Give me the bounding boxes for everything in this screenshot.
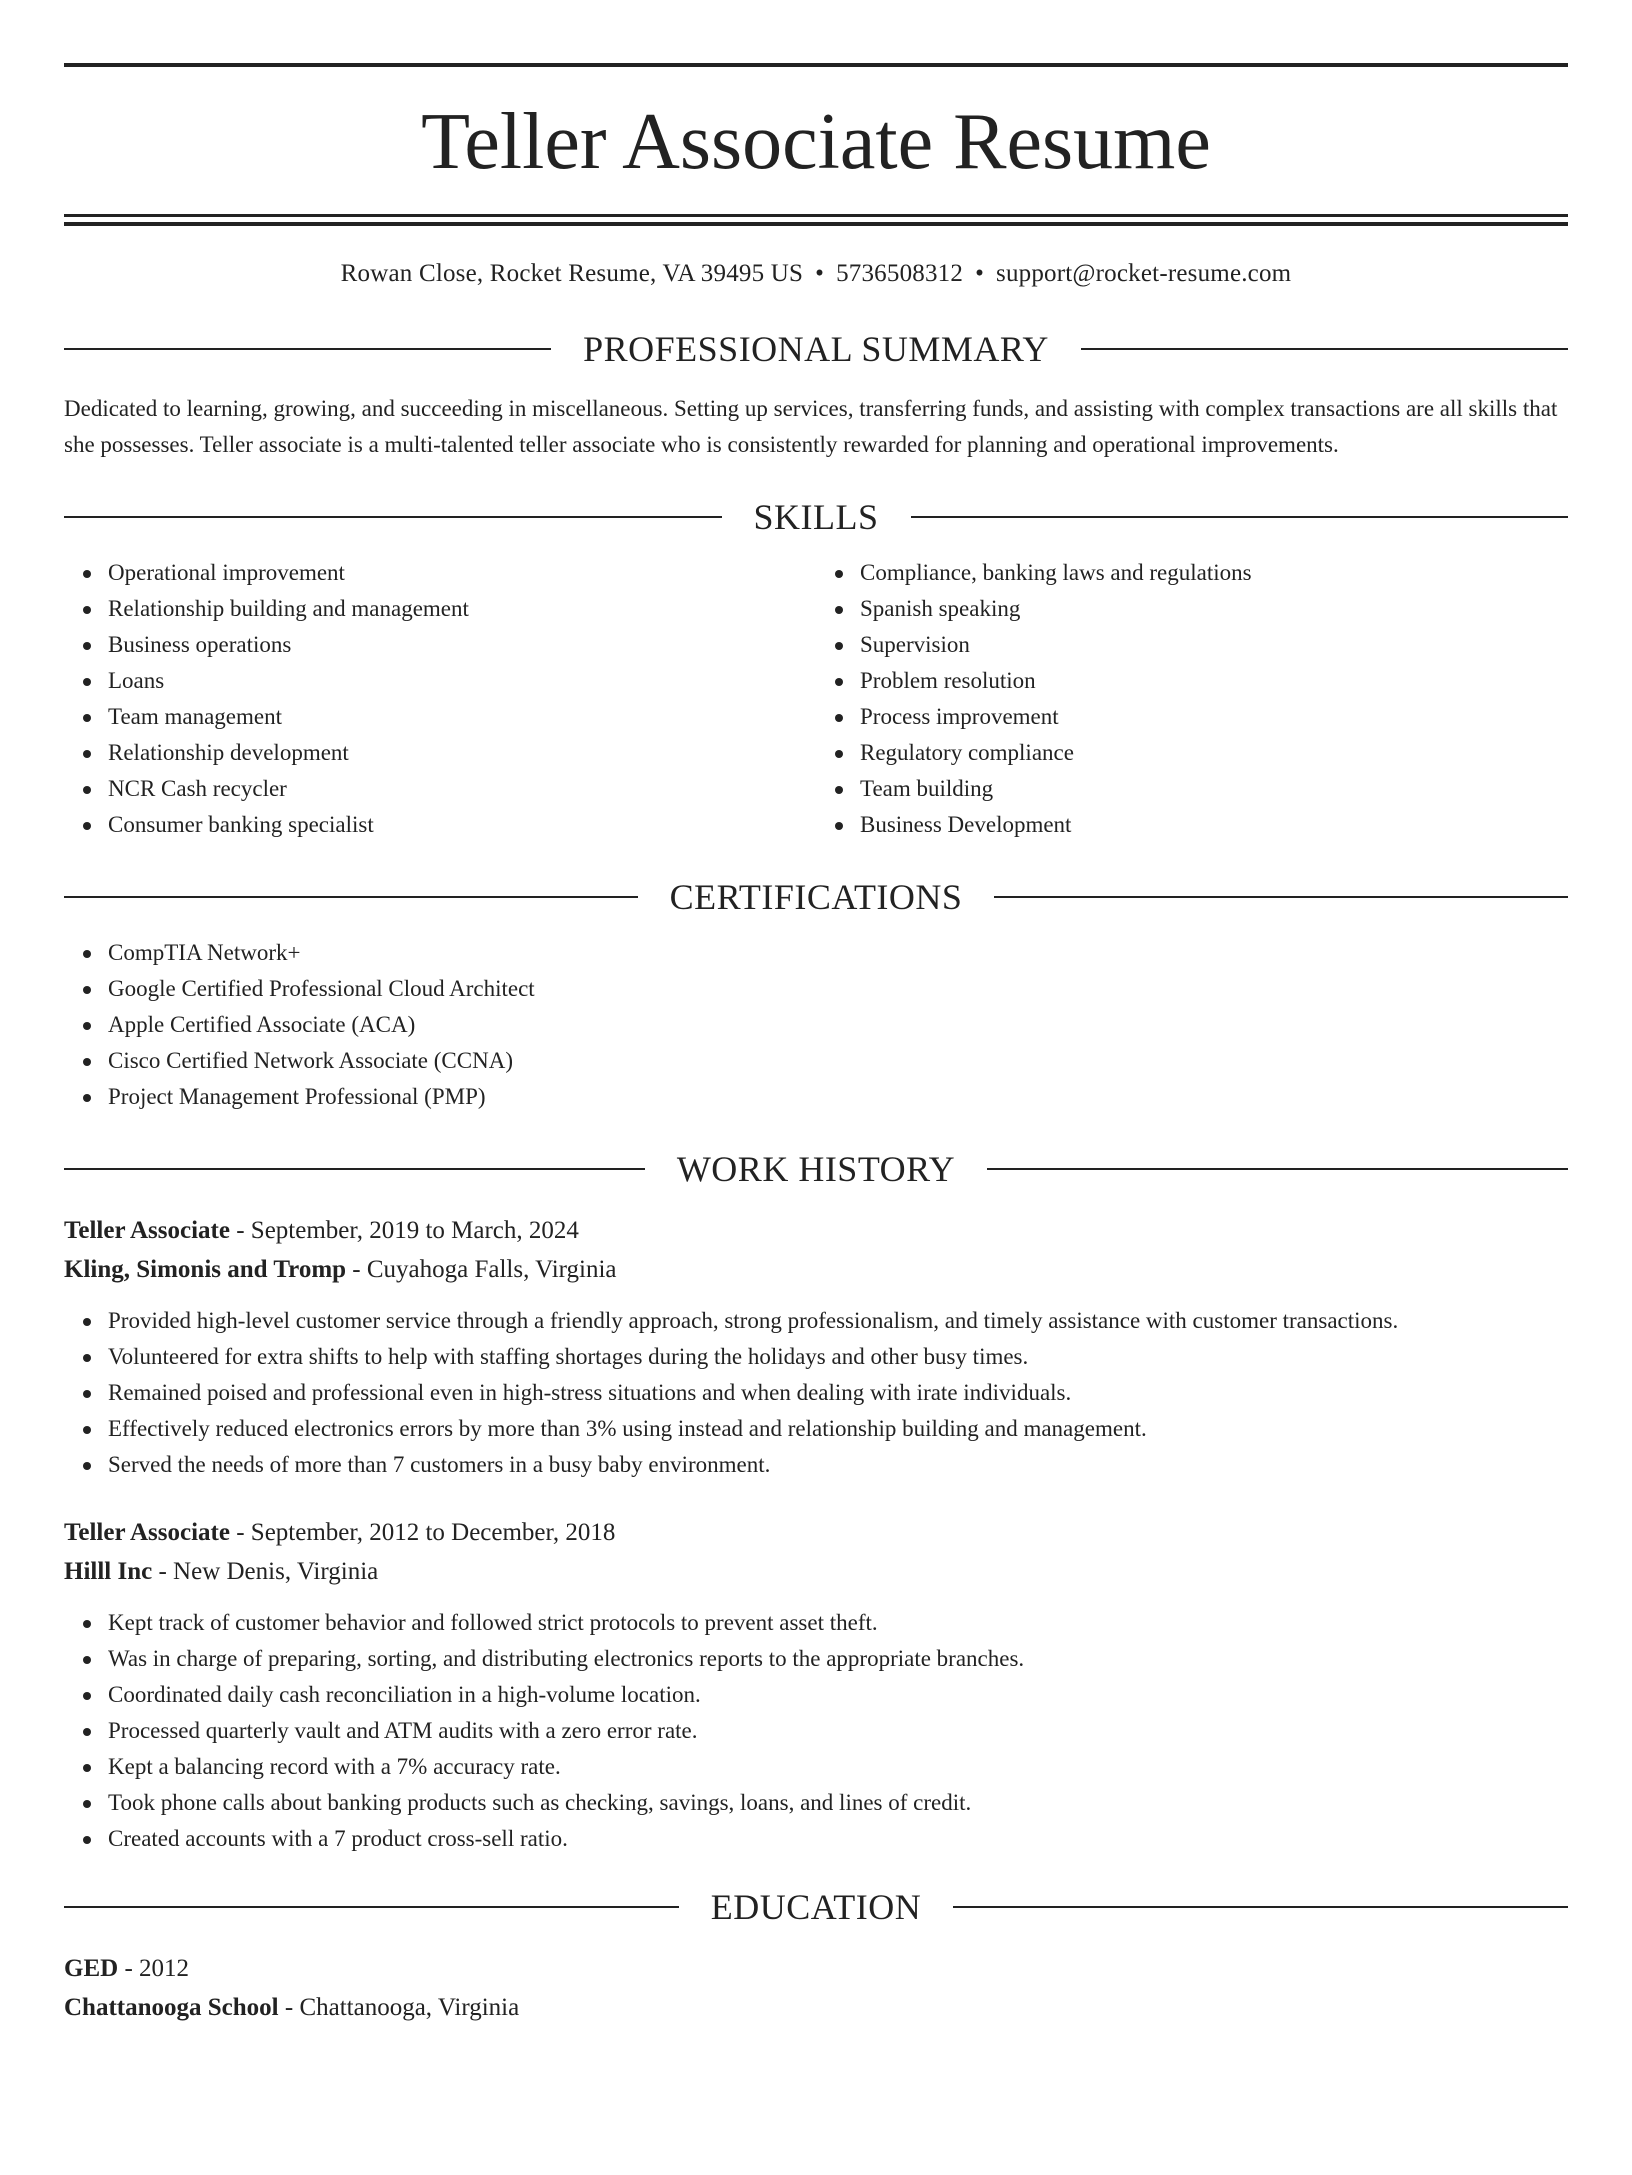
heading-rule-right [911,516,1569,518]
job-location: - Cuyahoga Falls, Virginia [346,1256,617,1283]
education-degree-line [64,1949,1568,1988]
education-degree: GED [64,1955,119,1982]
skill-item: Relationship development [108,735,816,771]
skills-heading [64,499,1568,535]
skill-item: Relationship building and management [108,591,816,627]
skill-item: Regulatory compliance [860,735,1568,771]
job-location: - New Denis, Virginia [152,1558,379,1585]
job-bullet: Was in charge of preparing, sorting, and distributing electronics reports to the appropriate branches. [108,1641,1568,1677]
job-entry [64,1513,1568,1857]
work-heading-label: WORK HISTORY [676,1149,956,1189]
certifications-heading [64,879,1568,915]
work-heading [64,1151,1568,1187]
skill-item: Business Development [860,807,1568,843]
contact-separator: • [975,260,985,287]
skill-item: Business operations [108,627,816,663]
heading-rule-right [953,1906,1568,1908]
certification-item: Apple Certified Associate (ACA) [108,1007,1568,1043]
job-entry [64,1211,1568,1483]
summary-heading-label: PROFESSIONAL SUMMARY [583,329,1049,369]
heading-rule-right [1081,348,1568,350]
summary-text: Dedicated to learning, growing, and succeeding in miscellaneous. Setting up services, transferring funds, and assisting with complex transactions are all skills that she possesses. Teller associate is a multi-talented teller associate who is consistently rewarded for planning and operational improvements. [64,396,1558,457]
title-double-rule [64,214,1568,226]
heading-rule-left [64,1168,645,1170]
education-school: Chattanooga School [64,1994,279,2021]
certifications-list [64,935,1568,1115]
skill-item: Spanish speaking [860,591,1568,627]
heading-rule-left [64,1906,679,1908]
job-company: Hilll Inc [64,1558,153,1585]
certification-item: Cisco Certified Network Associate (CCNA) [108,1043,1568,1079]
certification-item: Google Certified Professional Cloud Architect [108,971,1568,1007]
contact-separator: • [815,260,825,287]
resume-page [0,63,1632,2175]
job-bullet: Kept track of customer behavior and followed strict protocols to prevent asset theft. [108,1605,1568,1641]
education-entry [64,1949,1568,2027]
skill-item: Team building [860,771,1568,807]
skill-item: Team management [108,699,816,735]
skill-item: Compliance, banking laws and regulations [860,555,1568,591]
education-school-line [64,1988,1568,2027]
education-heading-label: EDUCATION [710,1887,922,1927]
contact-email: support@rocket-resume.com [996,260,1292,287]
skill-item: Consumer banking specialist [108,807,816,843]
job-bullet: Processed quarterly vault and ATM audits with a zero error rate. [108,1713,1568,1749]
certifications-heading-label: CERTIFICATIONS [669,877,963,917]
education-year: - 2012 [118,1955,190,1982]
job-role: Teller Associate [64,1217,230,1244]
job-dates: - September, 2019 to March, 2024 [229,1217,579,1244]
job-bullet: Served the needs of more than 7 customers in a busy baby environment. [108,1447,1568,1483]
education-heading [64,1889,1568,1925]
skills-list-left [64,555,816,843]
summary-heading [64,331,1568,367]
job-role: Teller Associate [64,1519,230,1546]
job-bullet: Coordinated daily cash reconciliation in a high-volume location. [108,1677,1568,1713]
education-location: - Chattanooga, Virginia [278,1994,520,2021]
skill-item: Supervision [860,627,1568,663]
skills-heading-label: SKILLS [753,497,879,537]
skills-grid [64,555,1568,843]
job-bullets [64,1605,1568,1857]
job-bullet: Provided high-level customer service through a friendly approach, strong professionalism, and timely assistance with customer transactions. [108,1303,1568,1339]
skill-item: NCR Cash recycler [108,771,816,807]
job-title-line [64,1513,1568,1552]
job-dates: - September, 2012 to December, 2018 [229,1519,616,1546]
resume-title: Teller Associate Resume [421,98,1211,186]
skill-item: Loans [108,663,816,699]
job-company-line [64,1552,1568,1591]
job-bullet: Remained poised and professional even in high-stress situations and when dealing with irate individuals. [108,1375,1568,1411]
contact-address: Rowan Close, Rocket Resume, VA 39495 US [340,260,804,287]
job-company-line [64,1250,1568,1289]
top-rule [64,63,1568,67]
job-bullet: Effectively reduced electronics errors by more than 3% using instead and relationship building and management. [108,1411,1568,1447]
heading-rule-left [64,896,638,898]
heading-rule-left [64,348,551,350]
job-title-line [64,1211,1568,1250]
job-bullet: Volunteered for extra shifts to help with staffing shortages during the holidays and other busy times. [108,1339,1568,1375]
heading-rule-left [64,516,722,518]
skills-list-right [816,555,1568,843]
job-bullet: Created accounts with a 7 product cross-sell ratio. [108,1821,1568,1857]
contact-phone: 5736508312 [836,260,964,287]
job-company: Kling, Simonis and Tromp [64,1256,347,1283]
job-bullet: Took phone calls about banking products such as checking, savings, loans, and lines of credit. [108,1785,1568,1821]
job-bullet: Kept a balancing record with a 7% accuracy rate. [108,1749,1568,1785]
certification-item: CompTIA Network+ [108,935,1568,971]
skill-item: Problem resolution [860,663,1568,699]
skill-item: Operational improvement [108,555,816,591]
certification-item: Project Management Professional (PMP) [108,1079,1568,1115]
skill-item: Process improvement [860,699,1568,735]
heading-rule-right [987,1168,1568,1170]
contact-line [64,260,1568,288]
heading-rule-right [994,896,1568,898]
job-bullets [64,1303,1568,1483]
